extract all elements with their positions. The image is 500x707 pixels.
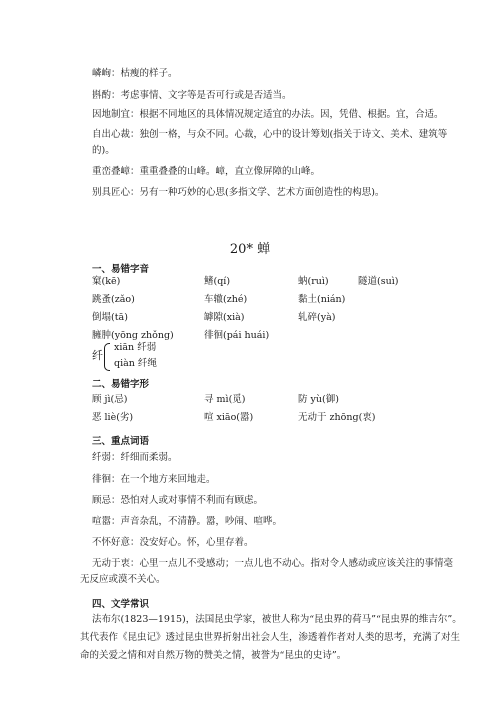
section-heading-pronunciation: 一、易错字音 — [92, 264, 150, 275]
vocab-line: 喧嚣：声音杂乱，不清静。嚣，吵闹、喧哗。 — [92, 516, 283, 527]
definition-line: 斟酌：考虑事情、文字等是否可行或是否适当。 — [92, 90, 292, 101]
vocab-line: 不怀好意：没安好心。怀，心里存着。 — [92, 537, 254, 548]
section-heading-forms: 二、易错字形 — [92, 379, 150, 390]
section-heading-vocabulary: 三、重点词语 — [92, 436, 150, 447]
form-item: 无动于 zhōng(衷) — [298, 412, 376, 423]
form-item: 喧 xiāo(嚣) — [204, 412, 254, 423]
vocab-line: 徘徊：在一个地方来回地走。 — [92, 474, 216, 485]
form-item: 寻 mì(觅) — [204, 394, 246, 405]
literature-line: 命的关爱之情和对自然万物的赞美之情，被誉为“昆虫的史诗”。 — [80, 650, 347, 661]
pron-item: 徘徊(pái huái) — [204, 330, 270, 341]
pron-item: 窠(kē) — [92, 276, 121, 287]
polyphone-char: 纤 — [92, 349, 103, 362]
brace-icon — [104, 343, 110, 371]
definition-line: 嶙峋：枯瘦的样子。 — [92, 68, 178, 79]
section-heading-literature: 四、文学常识 — [92, 599, 150, 610]
pron-item: 蚋(ruì) — [298, 276, 329, 287]
polyphone-reading: xiān 纤弱 — [114, 342, 157, 353]
form-item: 防 yù(御) — [298, 394, 339, 405]
polyphone-reading: qiàn 纤绳 — [114, 358, 157, 369]
definition-line: 重峦叠嶂：重重叠叠的山峰。嶂，直立像屏障的山峰。 — [92, 166, 321, 177]
vocab-line: 顾忌：恐怕对人或对事情不利而有顾虑。 — [92, 495, 264, 506]
definition-line: 别具匠心：另有一种巧妙的心思(多指文学、艺术方面创造性的构思)。 — [92, 187, 385, 198]
lesson-title: 20* 蝉 — [229, 242, 271, 257]
vocab-line: 无反应或漠不关心。 — [80, 574, 166, 585]
literature-line: 法布尔(1823—1915)，法国昆虫学家，被世人称为“昆虫界的荷马”“昆虫界的维吉尔”。 — [92, 614, 462, 625]
pron-item: 倒塌(tā) — [92, 312, 128, 323]
pron-item: 车辙(zhé) — [204, 294, 248, 305]
pron-item: 跳蚤(zǎo) — [92, 294, 135, 305]
vocab-line: 纤弱：纤细而柔弱。 — [92, 452, 178, 463]
pron-item: 轧碎(yà) — [298, 312, 336, 323]
literature-line: 其代表作《昆虫记》透过昆虫世界折射出社会人生，渗透着作者对人类的思考，充满了对生 — [80, 632, 461, 643]
pron-item: 鳍(qí) — [204, 276, 231, 287]
form-item: 恶 liè(劣) — [92, 412, 134, 423]
pron-item: 隧道(suì) — [358, 276, 399, 287]
definition-line: 的)。 — [92, 145, 115, 156]
pron-item: 罅隙(xià) — [204, 312, 245, 323]
form-item: 顾 jì(忌) — [92, 394, 128, 405]
definition-line: 自出心裁：独创一格，与众不同。心裁，心中的设计筹划(指关于诗文、美术、建筑等 — [92, 129, 448, 140]
vocab-line: 无动于衷：心里一点儿不受感动；一点儿也不动心。指对令人感动或应该关注的事情毫 — [92, 558, 454, 569]
pron-item: 黏土(nián) — [298, 294, 346, 305]
definition-line: 因地制宜：根据不同地区的具体情况规定适宜的办法。因，凭借、根据。宜，合适。 — [92, 109, 444, 120]
pron-item: 臃肿(yōng zhǒng) — [92, 330, 174, 341]
